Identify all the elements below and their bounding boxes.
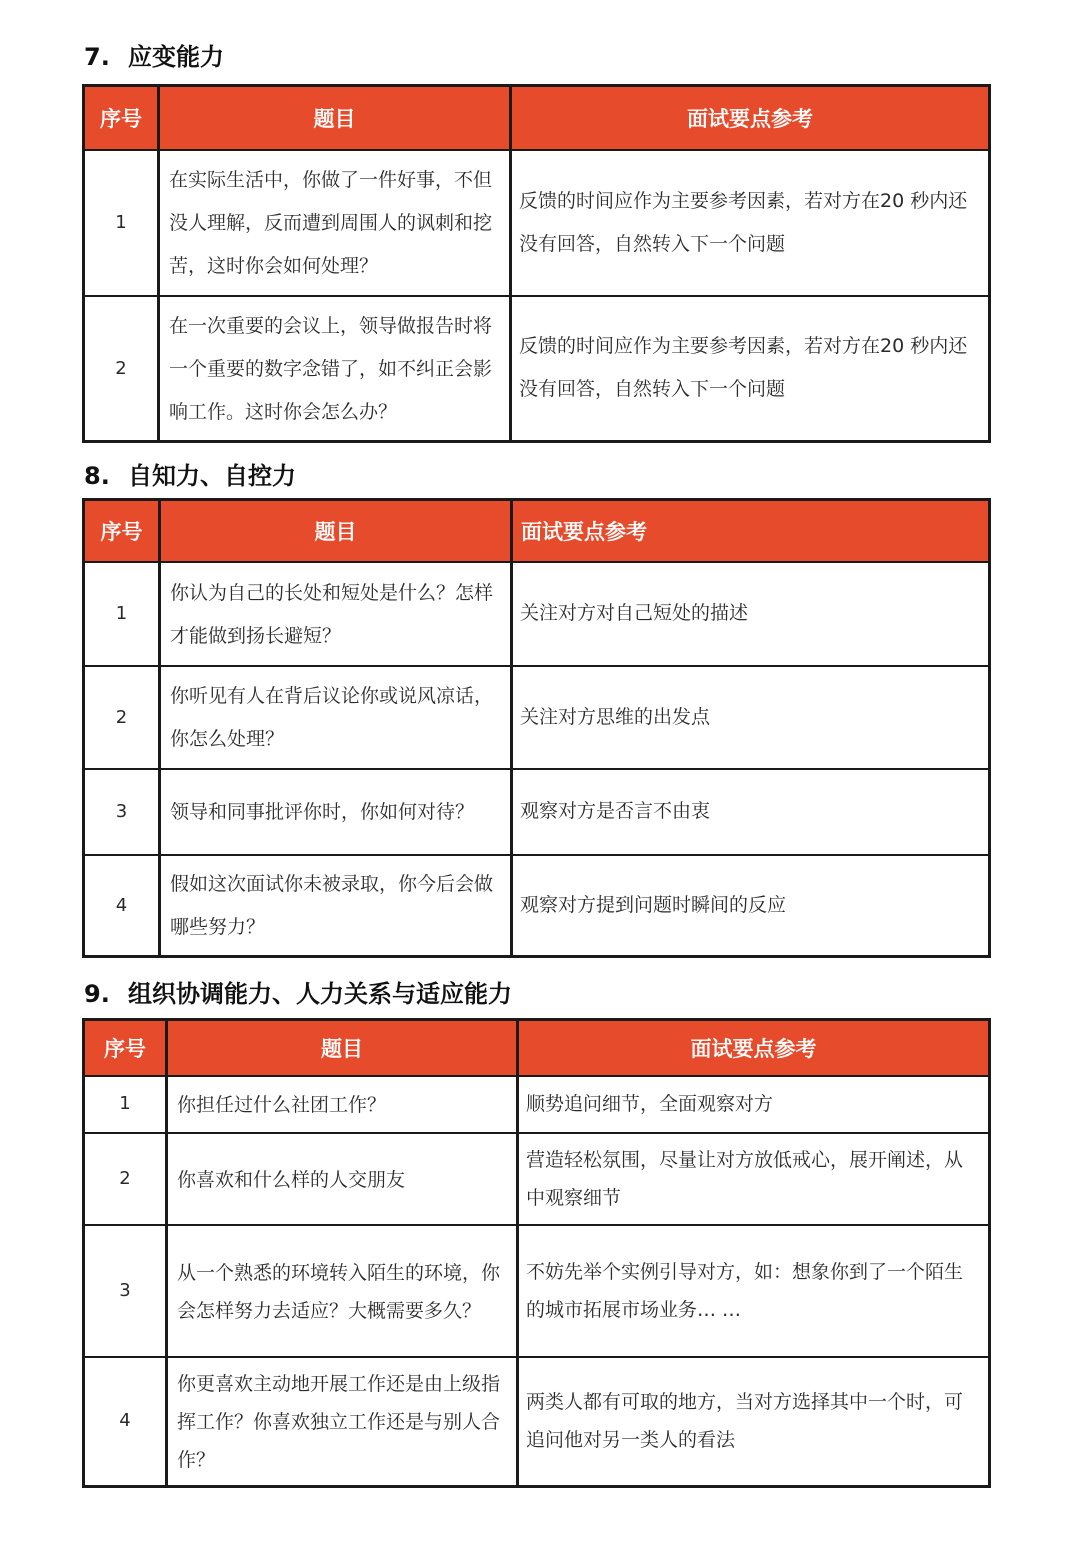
row-answer: 反馈的时间应作为主要参考因素，若对方在20 秒内还没有回答，自然转入下一个问题: [511, 296, 990, 442]
section-8-heading: [84, 461, 296, 491]
row-question: 你担任过什么社团工作？: [167, 1076, 518, 1133]
row-question: 你喜欢和什么样的人交朋友: [167, 1133, 518, 1225]
row-question: 领导和同事批评你时，你如何对待？: [160, 769, 512, 855]
header-index: 序号: [84, 500, 160, 562]
table-row: [84, 1133, 990, 1225]
table-row: [84, 855, 990, 957]
row-question: 从一个熟悉的环境转入陌生的环境，你会怎样努力去适应？大概需要多久？: [167, 1225, 518, 1357]
row-question: 在一次重要的会议上，领导做报告时将一个重要的数字念错了，如不纠正会影响工作。这时你会怎么办？: [159, 296, 511, 442]
row-answer: 关注对方思维的出发点: [512, 666, 990, 769]
table-row: [84, 1357, 990, 1487]
table-row: [84, 1225, 990, 1357]
section-number: 8.: [84, 462, 110, 490]
section-9-heading: [84, 979, 512, 1009]
header-answer: 面试要点参考: [511, 86, 990, 150]
section-number: 7.: [84, 43, 110, 71]
row-index: 4: [84, 1357, 167, 1487]
table-row: [84, 150, 990, 296]
row-index: 4: [84, 855, 160, 957]
section-7-heading: [84, 42, 224, 72]
header-question: 题目: [167, 1020, 518, 1076]
section-8-table: [82, 498, 991, 958]
section-title: 应变能力: [128, 43, 224, 71]
header-answer: 面试要点参考: [512, 500, 990, 562]
table-row: [84, 562, 990, 666]
row-index: 2: [84, 666, 160, 769]
header-index: 序号: [84, 86, 159, 150]
header-question: 题目: [160, 500, 512, 562]
table-header-row: [84, 1020, 990, 1076]
row-index: 1: [84, 562, 160, 666]
table-header-row: [84, 86, 990, 150]
row-question: 假如这次面试你未被录取，你今后会做哪些努力？: [160, 855, 512, 957]
row-index: 1: [84, 150, 159, 296]
header-index: 序号: [84, 1020, 167, 1076]
row-question: 你听见有人在背后议论你或说风凉话，你怎么处理？: [160, 666, 512, 769]
row-answer: 关注对方对自己短处的描述: [512, 562, 990, 666]
row-answer: 观察对方是否言不由衷: [512, 769, 990, 855]
section-7-table: [82, 84, 991, 443]
row-question: 你更喜欢主动地开展工作还是由上级指挥工作？你喜欢独立工作还是与别人合作？: [167, 1357, 518, 1487]
row-answer: 营造轻松氛围，尽量让对方放低戒心，展开阐述，从中观察细节: [518, 1133, 990, 1225]
section-title: 组织协调能力、人力关系与适应能力: [128, 980, 512, 1008]
row-index: 2: [84, 1133, 167, 1225]
header-answer: 面试要点参考: [518, 1020, 990, 1076]
row-index: 1: [84, 1076, 167, 1133]
row-answer: 观察对方提到问题时瞬间的反应: [512, 855, 990, 957]
table-row: [84, 769, 990, 855]
section-9-table: [82, 1018, 991, 1488]
table-row: [84, 666, 990, 769]
section-title: 自知力、自控力: [128, 462, 296, 490]
section-number: 9.: [84, 980, 110, 1008]
row-question: 你认为自己的长处和短处是什么？怎样才能做到扬长避短？: [160, 562, 512, 666]
table-row: [84, 1076, 990, 1133]
row-question: 在实际生活中，你做了一件好事，不但没人理解，反而遭到周围人的讽刺和挖苦，这时你会如何处理？: [159, 150, 511, 296]
row-answer: 两类人都有可取的地方，当对方选择其中一个时，可追问他对另一类人的看法: [518, 1357, 990, 1487]
row-index: 3: [84, 769, 160, 855]
row-answer: 顺势追问细节，全面观察对方: [518, 1076, 990, 1133]
table-header-row: [84, 500, 990, 562]
row-index: 2: [84, 296, 159, 442]
header-question: 题目: [159, 86, 511, 150]
row-answer: 反馈的时间应作为主要参考因素，若对方在20 秒内还没有回答，自然转入下一个问题: [511, 150, 990, 296]
row-answer: 不妨先举个实例引导对方，如：想象你到了一个陌生的城市拓展市场业务… …: [518, 1225, 990, 1357]
row-index: 3: [84, 1225, 167, 1357]
table-row: [84, 296, 990, 442]
